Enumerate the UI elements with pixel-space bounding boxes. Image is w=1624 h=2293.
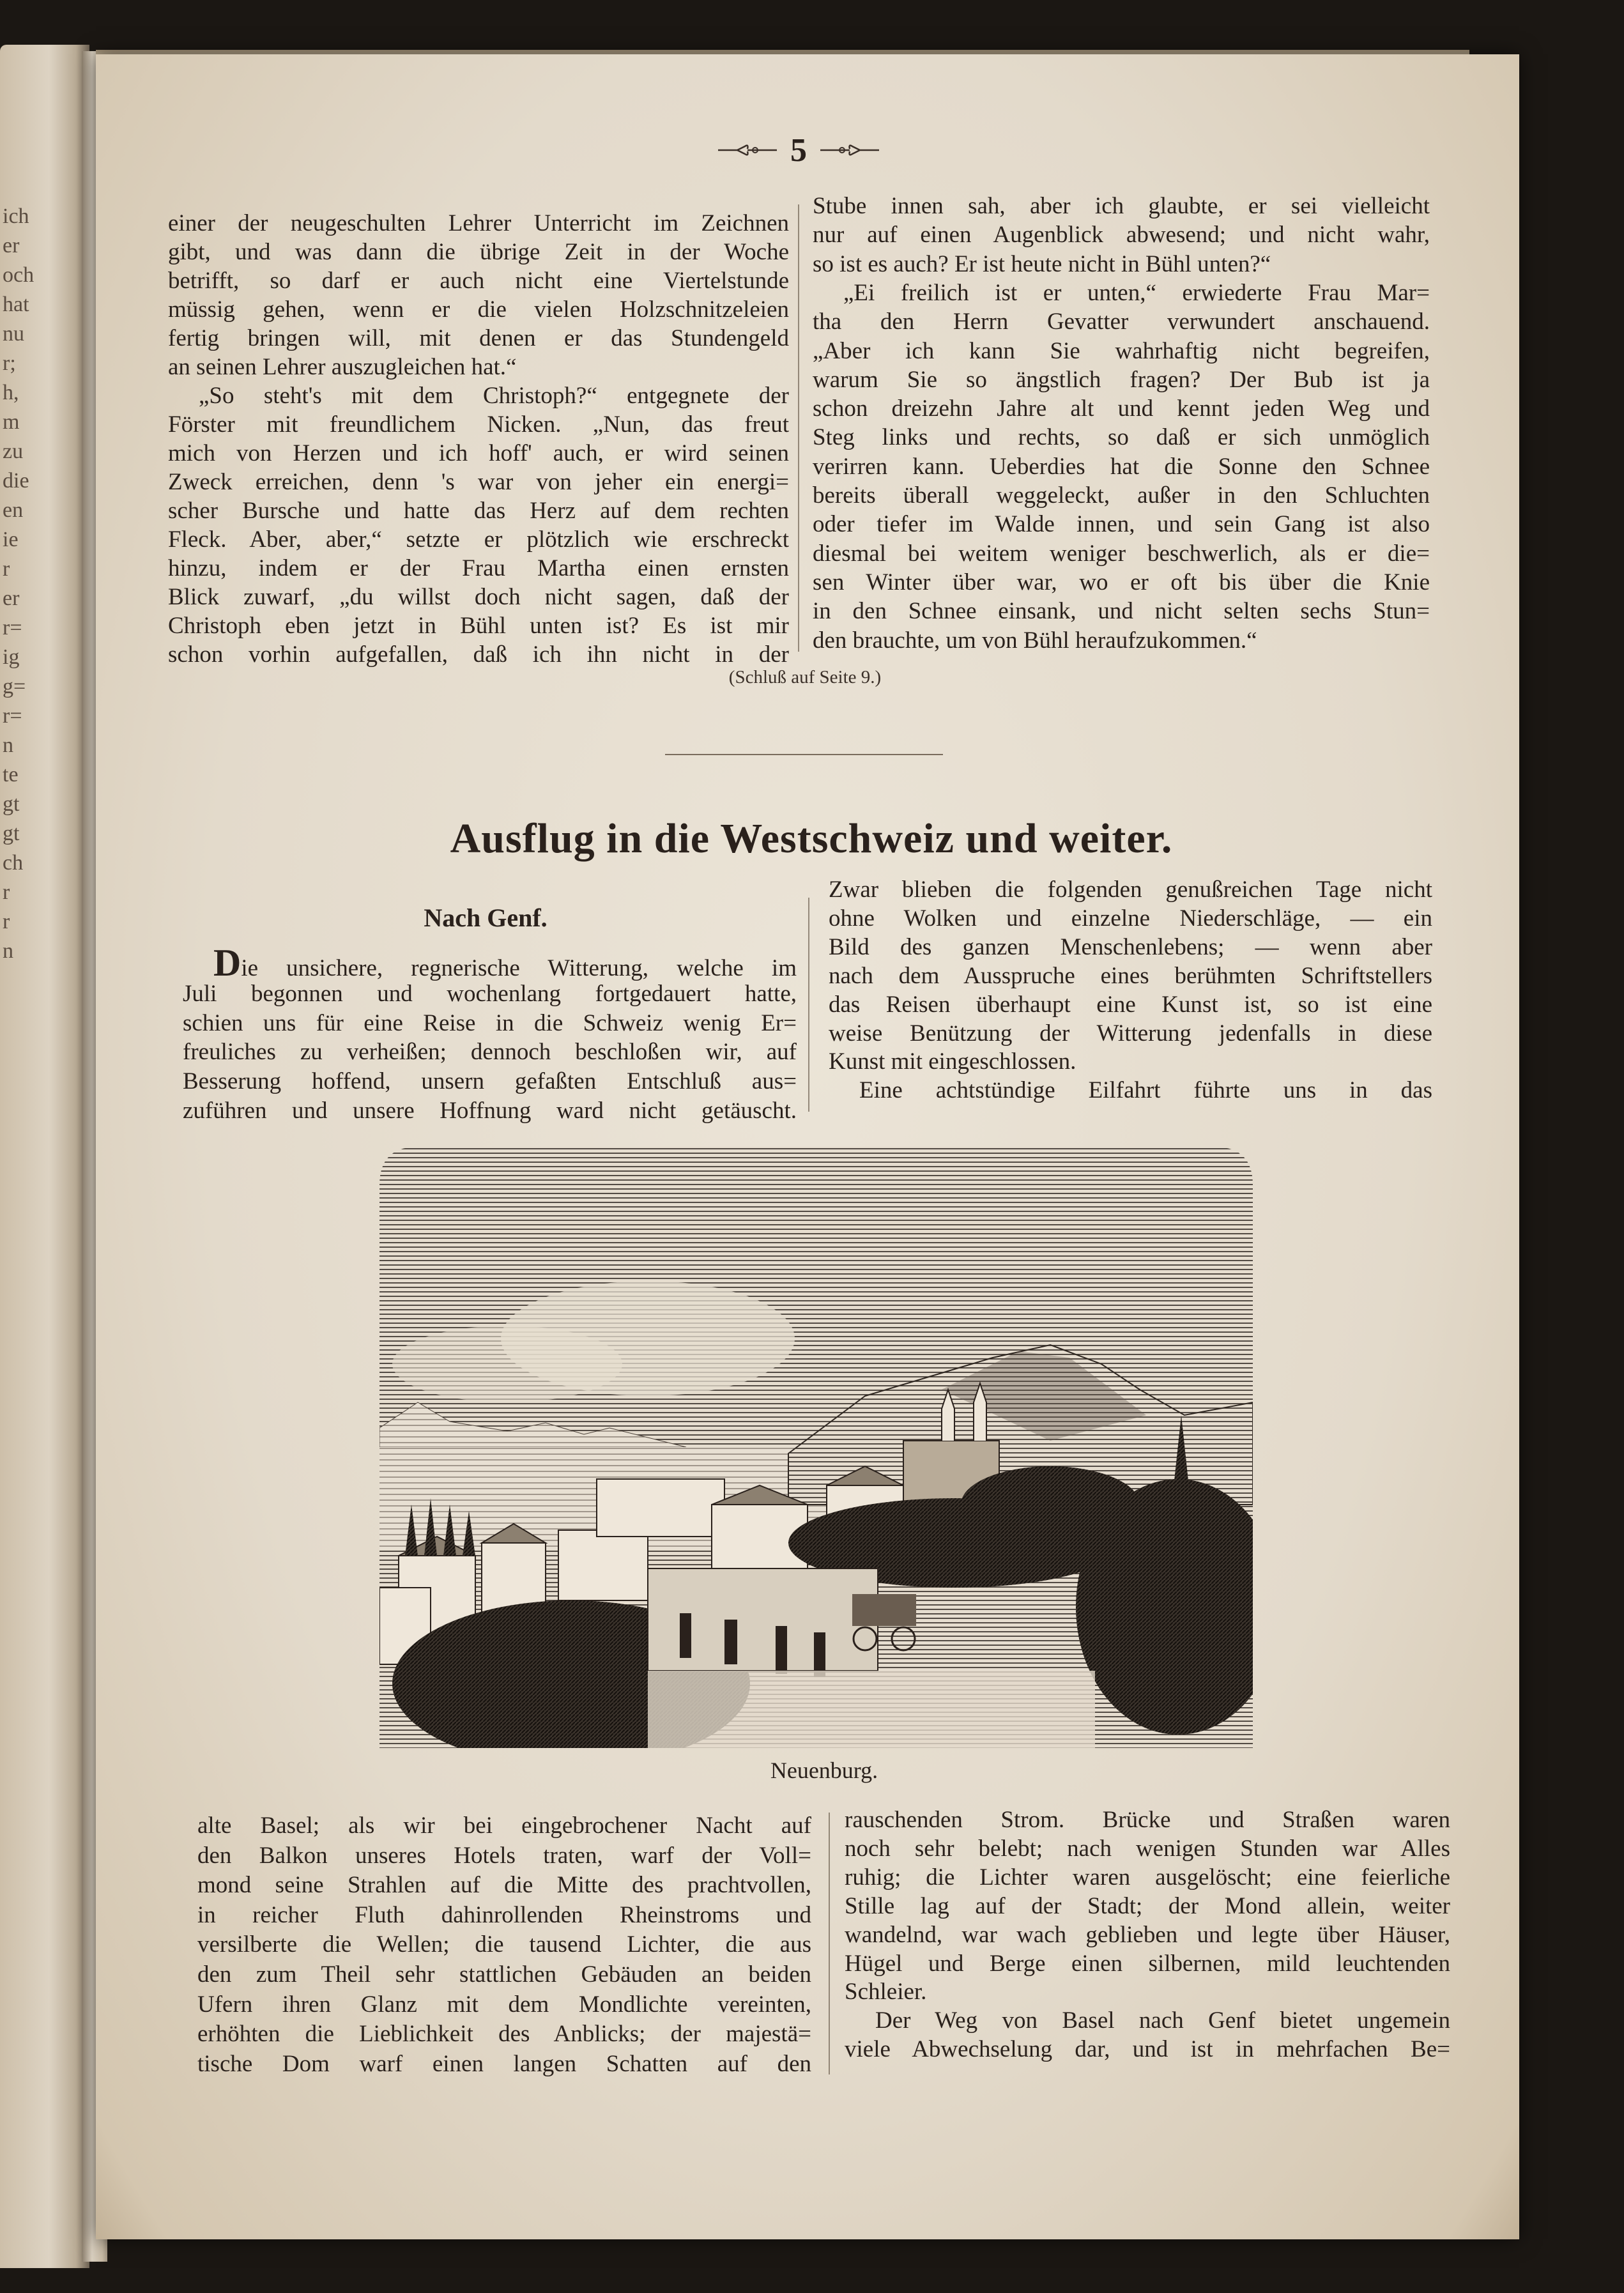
- facing-page-text-fragment: en: [3, 498, 24, 522]
- facing-page-text-fragment: n: [3, 733, 13, 757]
- text-line: scher Bursche und hatte das Herz auf dem rechten: [168, 498, 789, 524]
- illustration-neuenburg: [379, 1147, 1253, 1748]
- text-line: wandelnd, war wach geblieben und legte über Häuser,: [845, 1921, 1450, 1948]
- text-line: mond seine Strahlen auf die Mitte des prachtvollen,: [197, 1872, 811, 1899]
- drop-cap: D: [213, 942, 241, 984]
- text-line: alte Basel; als wir bei eingebrochener Nacht auf: [197, 1813, 811, 1839]
- text-line: Eine achtstündige Eilfahrt führte uns in das: [859, 1077, 1432, 1104]
- text-line: mich von Herzen und ich hoff' auch, er wird seinen: [168, 440, 789, 466]
- engraving-image: [379, 1147, 1253, 1748]
- text-line: Schleier.: [845, 1979, 927, 2005]
- article-column-right-continued: [845, 1806, 1450, 2074]
- text-line: an seinen Lehrer auszugleichen hat.“: [168, 354, 517, 380]
- path: [648, 1671, 1095, 1748]
- text-line: schien uns für eine Reise in die Schweiz wenig Er=: [183, 1009, 797, 1036]
- text-line: Förster mit freundlichem Nicken. „Nun, das freut: [168, 411, 789, 438]
- page-header: [703, 132, 894, 169]
- facing-page-text-fragment: r=: [3, 704, 22, 728]
- figure-caption: Neuenburg.: [770, 1758, 878, 1783]
- text-line: tha den Herrn Gevatter verwundert anschauend.: [813, 309, 1430, 335]
- ornament-flourish-icon: [818, 142, 879, 158]
- text-line: oder tiefer im Walde innen, und sein Gang ist also: [813, 511, 1430, 538]
- text-line: Hügel und Berge einen silbernen, mild leuchtenden: [845, 1950, 1450, 1977]
- facing-page-text-fragment: er: [3, 587, 20, 610]
- story-column-right: [813, 192, 1430, 652]
- text-line: Zweck erreichen, denn 's war von jeher ein energi=: [168, 469, 789, 495]
- facing-page-text-fragment: och: [3, 263, 34, 287]
- text-line: in reicher Fluth dahinrollenden Rheinstroms und: [197, 1901, 811, 1928]
- text-line: noch sehr belebt; nach wenigen Stunden war Alles: [845, 1835, 1450, 1862]
- facing-page-text-fragment: zu: [3, 440, 24, 463]
- facing-page-text-fragment: gt: [3, 792, 20, 816]
- text-line: schon vorhin aufgefallen, daß ich ihn nicht in der: [168, 641, 789, 668]
- text-line: „Ei freilich ist er unten,“ erwiederte Frau Mar=: [843, 279, 1430, 306]
- page-number: 5: [790, 132, 807, 169]
- text-line: bereits überall weggeleckt, außer in den Schluchten: [813, 482, 1430, 509]
- text-line: Steg links und rechts, so daß er sich unmöglich: [813, 424, 1430, 451]
- text-line: fertig bringen will, mit denen er das Stundengeld: [168, 325, 789, 351]
- story-column-left: [168, 209, 789, 669]
- text-line: Fleck. Aber, aber,“ setzte er plötzlich wie erschreckt: [168, 526, 789, 553]
- facing-page-text-fragment: r;: [3, 351, 16, 375]
- text-line: müssig gehen, wenn er die vielen Holzschnitzeleien: [168, 296, 789, 323]
- facing-page-text-fragment: r: [3, 880, 10, 904]
- text-line: Stille lag auf der Stadt; der Mond allein, weiter: [845, 1892, 1450, 1919]
- text-line: den zum Theil sehr stattlichen Gebäuden an beiden: [197, 1961, 811, 1988]
- column-divider: [798, 204, 799, 652]
- text-line: betrifft, so darf er auch nicht eine Viertelstunde: [168, 268, 789, 294]
- section-heading: Nach Genf.: [424, 903, 548, 932]
- facing-page-text-fragment: ich: [3, 204, 29, 228]
- ornament-flourish-icon: [718, 142, 779, 158]
- facing-page-text-fragment: ch: [3, 851, 24, 875]
- facing-page-text-fragment: ie: [3, 528, 19, 551]
- text-line: warum Sie so ängstlich fragen? Der Bub ist ja: [813, 366, 1430, 393]
- text-line: Besserung hoffend, unsern gefaßten Entschluß aus=: [183, 1068, 797, 1095]
- text-line: einer der neugeschulten Lehrer Unterricht im Zeichnen: [168, 210, 789, 236]
- facing-page-text-fragment: r: [3, 557, 10, 581]
- text-line: Christoph eben jetzt in Bühl unten ist? Es ist mir: [168, 613, 789, 639]
- text-line: Stube innen sah, aber ich glaubte, er sei vielleicht: [813, 193, 1430, 219]
- text-line: gibt, und was dann die übrige Zeit in der Woche: [168, 239, 789, 265]
- text-line: rauschenden Strom. Brücke und Straßen waren: [845, 1807, 1450, 1833]
- column-divider: [808, 898, 809, 1112]
- facing-page-text-fragment: gt: [3, 822, 20, 845]
- text-line: Der Weg von Basel nach Genf bietet ungemein: [875, 2007, 1450, 2034]
- text-line: viele Abwechselung dar, und ist in mehrfachen Be=: [845, 2036, 1450, 2063]
- text-line: hinzu, indem er der Frau Martha einen ernsten: [168, 555, 789, 581]
- text-line: nur auf einen Augenblick abwesend; und nicht wahr,: [813, 222, 1430, 249]
- facing-page-text-fragment: r: [3, 910, 10, 933]
- text-line: schon dreizehn Jahre alt und kennt jeden Weg und: [813, 395, 1430, 422]
- facing-page-text-fragment: hat: [3, 293, 29, 316]
- article-column-left-continued: [197, 1811, 811, 2086]
- section-divider: [665, 754, 943, 755]
- text-line: das Reisen überhaupt eine Kunst ist, so ist eine: [829, 991, 1432, 1018]
- text-line: den brauchte, um von Bühl heraufzukommen.“: [813, 627, 1257, 654]
- facing-page-text-fragment: nu: [3, 322, 24, 346]
- facing-page-text-fragment: m: [3, 410, 20, 434]
- text-line: versilberte die Wellen; die tausend Lichter, die aus: [197, 1931, 811, 1958]
- facing-page-edge: [0, 45, 89, 2268]
- facing-page-text-fragment: er: [3, 234, 20, 257]
- text-line: ruhig; die Lichter waren ausgelöscht; eine feierliche: [845, 1864, 1450, 1890]
- text-line: verirren kann. Ueberdies hat die Sonne den Schnee: [813, 453, 1430, 480]
- text-line: so ist es auch? Er ist heute nicht in Bühl unten?“: [813, 250, 1271, 277]
- article-column-right: [829, 875, 1432, 1112]
- text-line: „Aber ich kann Sie wahrhaftig nicht begreifen,: [813, 337, 1430, 364]
- column-divider: [829, 1813, 830, 2074]
- text-line: [183, 942, 797, 984]
- text-line: tische Dom warf einen langen Schatten auf den: [197, 2050, 811, 2077]
- article-column-left: [183, 942, 797, 1129]
- facing-page-text-fragment: h,: [3, 381, 19, 404]
- text-line: in den Schnee einsank, und nicht selten sechs Stun=: [813, 598, 1430, 625]
- text-line: „So steht's mit dem Christoph?“ entgegnete der: [199, 383, 789, 409]
- continuation-note: (Schluß auf Seite 9.): [728, 667, 882, 687]
- facing-page-text-fragment: ig: [3, 645, 20, 669]
- text-line: freuliches zu verheißen; dennoch beschloßen wir, auf: [183, 1039, 797, 1066]
- text-line: Ufern ihren Glanz mit dem Mondlichte vereinten,: [197, 1991, 811, 2018]
- text-line: ohne Wolken und einzelne Niederschläge, — ein: [829, 905, 1432, 932]
- text-line: Kunst mit eingeschlossen.: [829, 1048, 1076, 1075]
- text-line: den Balkon unseres Hotels traten, warf der Voll=: [197, 1842, 811, 1869]
- text-line: diesmal bei weitem weniger beschwerlich, als er die=: [813, 540, 1430, 567]
- article-title: Ausflug in die Westschweiz und weiter.: [450, 815, 1173, 862]
- text-line: Blick zuwarf, „du willst doch nicht sagen, daß der: [168, 584, 789, 610]
- text-line: sen Winter über war, wo er oft bis über die Knie: [813, 569, 1430, 595]
- text-line: zuführen und unsere Hoffnung ward nicht getäuscht.: [183, 1098, 797, 1124]
- text-line: nach dem Ausspruche eines berühmten Schriftstellers: [829, 962, 1432, 989]
- facing-page-text-fragment: te: [3, 763, 19, 786]
- text-line: Zwar blieben die folgenden genußreichen Tage nicht: [829, 877, 1432, 903]
- text-line: Juli begonnen und wochenlang fortgedauert hatte,: [183, 980, 797, 1007]
- facing-page-text-fragment: r=: [3, 616, 22, 640]
- facing-page-text-fragment: g=: [3, 675, 26, 698]
- facing-page-text-fragment: die: [3, 469, 29, 493]
- text-line: erhöhten die Lieblichkeit des Anblicks; der majestä=: [197, 2021, 811, 2048]
- text-line: weise Benützung der Witterung jedenfalls in diese: [829, 1020, 1432, 1047]
- text-line-content: ie unsichere, regnerische Witterung, welche im: [241, 955, 797, 981]
- facing-page-text-fragment: n: [3, 939, 13, 963]
- text-line: Bild des ganzen Menschenlebens; — wenn aber: [829, 933, 1432, 960]
